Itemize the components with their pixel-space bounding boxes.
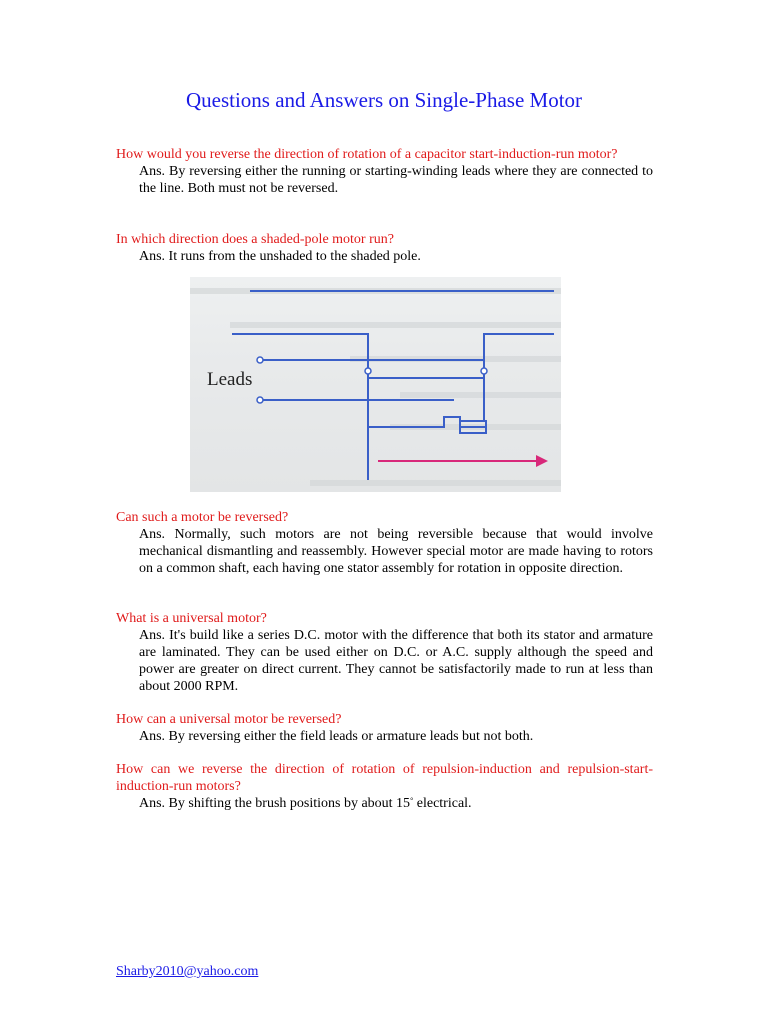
qa-item bbox=[116, 146, 653, 197]
answer-text: Ans. It runs from the unshaded to the shaded pole. bbox=[139, 249, 421, 264]
qa-item bbox=[116, 610, 653, 695]
answer-text: Ans. By reversing either the field leads or armature leads but not both. bbox=[139, 729, 534, 744]
line-wire bbox=[232, 334, 368, 480]
question-text: How would you reverse the direction of rotation of a capacitor start-induction-run motor? bbox=[116, 147, 618, 162]
terminal-icon bbox=[257, 397, 263, 403]
page-title: Questions and Answers on Single-Phase Motor bbox=[185, 88, 583, 112]
question-text: How can a universal motor be reversed? bbox=[116, 712, 342, 727]
terminal-icon bbox=[257, 357, 263, 363]
question-text: How can we reverse the direction of rotation of repulsion-induction and repulsion-start-induction-run motors? bbox=[116, 762, 653, 794]
question-text: What is a universal motor? bbox=[116, 611, 267, 626]
answer-text-main: Ans. By shifting the brush positions by about 15 bbox=[139, 796, 411, 811]
answer-text bbox=[139, 795, 653, 812]
qa-item bbox=[116, 231, 653, 265]
shaded-pole-motor-diagram bbox=[190, 277, 561, 492]
leads-label: Leads bbox=[207, 369, 253, 390]
answer-text: Ans. It's build like a series D.C. motor with the difference that both its stator and armature are laminated. They can be used either on D.C. or A.C. supply although the speed and power are greater on direct current. They cannot be satisfactorily made to run at less than about 2000 RPM. bbox=[139, 628, 653, 694]
terminal-icon bbox=[481, 368, 487, 374]
qa-item bbox=[116, 509, 653, 577]
question-text: In which direction does a shaded-pole motor run? bbox=[116, 232, 394, 247]
terminal-icon bbox=[365, 368, 371, 374]
degree-symbol: ° bbox=[410, 796, 414, 805]
qa-item bbox=[116, 761, 653, 812]
answer-text-end: electrical. bbox=[413, 796, 472, 811]
right-wire bbox=[484, 334, 554, 421]
answer-text: Ans. By reversing either the running or starting-winding leads where they are connected to the line. Both must not be reversed. bbox=[139, 164, 653, 196]
footer-email-link[interactable]: Sharby2010@yahoo.com bbox=[116, 964, 259, 979]
qa-item bbox=[116, 711, 653, 745]
question-text: Can such a motor be reversed? bbox=[116, 510, 289, 525]
rotation-arrow-icon bbox=[378, 455, 548, 467]
answer-text: Ans. Normally, such motors are not being reversible because that would involve mechanical dismantling and reassembly. However special motor are made having to rotors on a common shaft, each having one stator assembly for rotation in opposite direction. bbox=[139, 527, 653, 576]
